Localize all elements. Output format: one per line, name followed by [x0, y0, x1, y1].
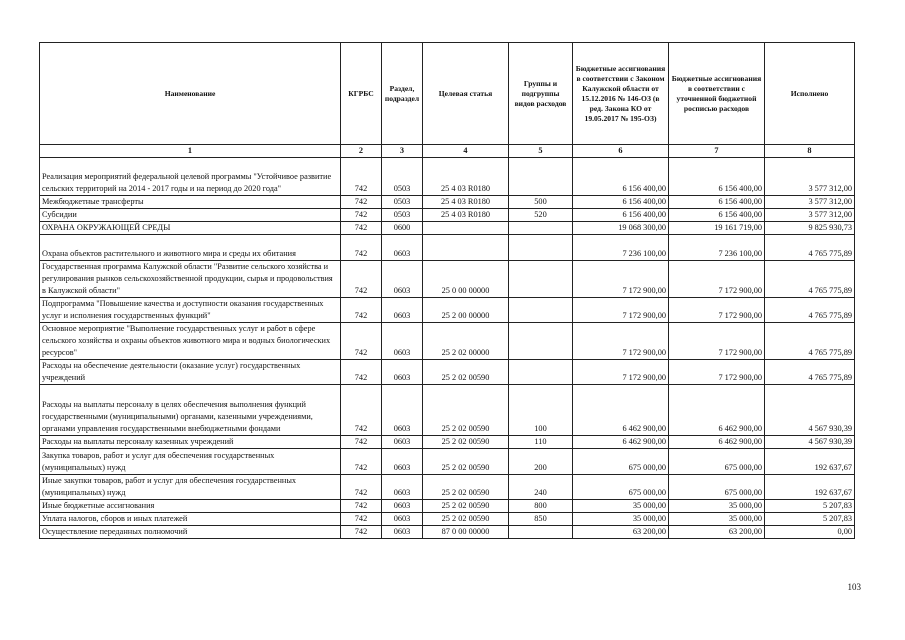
row-refined-amount: 675 000,00 — [669, 449, 765, 475]
table-row — [40, 196, 855, 209]
row-name: Расходы на обеспечение деятельности (оказание услуг) государственных учреждений — [40, 360, 341, 385]
row-law-amount: 7 236 100,00 — [573, 235, 669, 261]
table-row — [40, 526, 855, 539]
row-executed-amount: 3 577 312,00 — [765, 209, 855, 222]
row-refined-amount: 6 156 400,00 — [669, 196, 765, 209]
row-refined-amount: 6 462 900,00 — [669, 385, 765, 436]
row-group — [509, 526, 573, 539]
column-number: 3 — [382, 145, 423, 158]
row-executed-amount: 0,00 — [765, 526, 855, 539]
row-section: 0603 — [382, 385, 423, 436]
table-row — [40, 475, 855, 500]
row-name: Иные закупки товаров, работ и услуг для обеспечения государственных (муниципальных) нужд — [40, 475, 341, 500]
row-kgrbs: 742 — [341, 235, 382, 261]
row-kgrbs: 742 — [341, 196, 382, 209]
row-kgrbs: 742 — [341, 298, 382, 323]
header-name: Наименование — [40, 43, 341, 145]
table-row — [40, 436, 855, 449]
row-section: 0603 — [382, 261, 423, 298]
row-law-amount: 675 000,00 — [573, 449, 669, 475]
table-row — [40, 449, 855, 475]
row-target: 25 2 02 00000 — [423, 323, 509, 360]
table-row — [40, 360, 855, 385]
row-name: Уплата налогов, сборов и иных платежей — [40, 513, 341, 526]
row-law-amount: 7 172 900,00 — [573, 298, 669, 323]
row-kgrbs: 742 — [341, 222, 382, 235]
column-number: 6 — [573, 145, 669, 158]
column-number: 4 — [423, 145, 509, 158]
table-row — [40, 158, 855, 196]
row-group — [509, 261, 573, 298]
row-name: ОХРАНА ОКРУЖАЮЩЕЙ СРЕДЫ — [40, 222, 341, 235]
row-group — [509, 158, 573, 196]
row-section: 0603 — [382, 323, 423, 360]
row-target: 25 2 00 00000 — [423, 298, 509, 323]
row-name: Подпрограмма "Повышение качества и доступности оказания государственных услуг и исполнения государственных функций" — [40, 298, 341, 323]
row-group: 850 — [509, 513, 573, 526]
row-target: 25 4 03 R0180 — [423, 196, 509, 209]
row-section: 0603 — [382, 235, 423, 261]
header-refined: Бюджетные ассигнования в соответствии с уточненной бюджетной росписью расходов — [669, 43, 765, 145]
row-kgrbs: 742 — [341, 436, 382, 449]
row-kgrbs: 742 — [341, 500, 382, 513]
row-group: 110 — [509, 436, 573, 449]
row-group — [509, 360, 573, 385]
row-executed-amount: 3 577 312,00 — [765, 196, 855, 209]
column-number-row — [40, 145, 855, 158]
row-group: 520 — [509, 209, 573, 222]
row-kgrbs: 742 — [341, 360, 382, 385]
row-target: 25 2 02 00590 — [423, 475, 509, 500]
row-law-amount: 6 156 400,00 — [573, 196, 669, 209]
table-row — [40, 323, 855, 360]
row-executed-amount: 4 567 930,39 — [765, 436, 855, 449]
row-name: Осуществление переданных полномочий — [40, 526, 341, 539]
page-number: 103 — [847, 582, 861, 592]
row-kgrbs: 742 — [341, 513, 382, 526]
row-section: 0603 — [382, 298, 423, 323]
row-kgrbs: 742 — [341, 449, 382, 475]
row-law-amount: 675 000,00 — [573, 475, 669, 500]
row-executed-amount: 3 577 312,00 — [765, 158, 855, 196]
row-group — [509, 222, 573, 235]
row-executed-amount: 4 765 775,89 — [765, 261, 855, 298]
header-row — [40, 43, 855, 145]
row-refined-amount: 6 156 400,00 — [669, 209, 765, 222]
row-kgrbs: 742 — [341, 475, 382, 500]
row-name: Закупка товаров, работ и услуг для обеспечения государственных (муниципальных) нужд — [40, 449, 341, 475]
row-name: Реализация мероприятий федеральной целевой программы "Устойчивое развитие сельских территорий на 2014 - 2017 годы и на период до 2020 года" — [40, 158, 341, 196]
row-section: 0600 — [382, 222, 423, 235]
row-kgrbs: 742 — [341, 261, 382, 298]
row-kgrbs: 742 — [341, 323, 382, 360]
row-executed-amount: 4 765 775,89 — [765, 235, 855, 261]
row-law-amount: 7 172 900,00 — [573, 261, 669, 298]
row-group: 100 — [509, 385, 573, 436]
row-refined-amount: 7 172 900,00 — [669, 360, 765, 385]
row-section: 0503 — [382, 196, 423, 209]
row-section: 0603 — [382, 360, 423, 385]
row-target — [423, 222, 509, 235]
header-target: Целевая статья — [423, 43, 509, 145]
row-executed-amount: 192 637,67 — [765, 449, 855, 475]
row-section: 0503 — [382, 209, 423, 222]
row-kgrbs: 742 — [341, 158, 382, 196]
row-group — [509, 323, 573, 360]
row-name: Расходы на выплаты персоналу казенных учреждений — [40, 436, 341, 449]
column-number: 5 — [509, 145, 573, 158]
row-executed-amount: 5 207,83 — [765, 500, 855, 513]
row-target: 25 2 02 00590 — [423, 360, 509, 385]
header-law: Бюджетные ассигнования в соответствии с Законом Калужской области от 15.12.2016 № 146-ОЗ (в ред. Закона КО от 19.05.2017 № 195-ОЗ) — [573, 43, 669, 145]
row-executed-amount: 4 765 775,89 — [765, 323, 855, 360]
row-executed-amount: 192 637,67 — [765, 475, 855, 500]
table-row — [40, 513, 855, 526]
row-refined-amount: 7 172 900,00 — [669, 261, 765, 298]
table-row — [40, 298, 855, 323]
row-group: 240 — [509, 475, 573, 500]
header-executed: Исполнено — [765, 43, 855, 145]
row-law-amount: 7 172 900,00 — [573, 360, 669, 385]
row-refined-amount: 7 172 900,00 — [669, 298, 765, 323]
row-refined-amount: 35 000,00 — [669, 500, 765, 513]
row-group: 200 — [509, 449, 573, 475]
table-row — [40, 235, 855, 261]
row-target: 25 2 02 00590 — [423, 500, 509, 513]
row-group: 800 — [509, 500, 573, 513]
column-number: 7 — [669, 145, 765, 158]
row-section: 0603 — [382, 449, 423, 475]
row-law-amount: 35 000,00 — [573, 500, 669, 513]
row-name: Субсидии — [40, 209, 341, 222]
row-kgrbs: 742 — [341, 209, 382, 222]
row-target: 25 2 02 00590 — [423, 436, 509, 449]
row-executed-amount: 4 765 775,89 — [765, 298, 855, 323]
row-refined-amount: 675 000,00 — [669, 475, 765, 500]
row-name: Охрана объектов растительного и животного мира и среды их обитания — [40, 235, 341, 261]
row-section: 0603 — [382, 436, 423, 449]
row-group — [509, 298, 573, 323]
header-kgrbs: КГРБС — [341, 43, 382, 145]
column-number: 2 — [341, 145, 382, 158]
row-name: Межбюджетные трансферты — [40, 196, 341, 209]
table-row — [40, 209, 855, 222]
row-kgrbs: 742 — [341, 385, 382, 436]
row-name: Государственная программа Калужской области "Развитие сельского хозяйства и регулирования рынков сельскохозяйственной продукции, сырья и продовольствия в Калужской области" — [40, 261, 341, 298]
row-executed-amount: 9 825 930,73 — [765, 222, 855, 235]
row-law-amount: 19 068 300,00 — [573, 222, 669, 235]
row-executed-amount: 4 567 930,39 — [765, 385, 855, 436]
row-target: 25 4 03 R0180 — [423, 209, 509, 222]
row-kgrbs: 742 — [341, 526, 382, 539]
row-section: 0603 — [382, 513, 423, 526]
row-refined-amount: 19 161 719,00 — [669, 222, 765, 235]
row-refined-amount: 63 200,00 — [669, 526, 765, 539]
row-target — [423, 235, 509, 261]
row-law-amount: 6 156 400,00 — [573, 158, 669, 196]
row-target: 25 2 02 00590 — [423, 385, 509, 436]
row-group — [509, 235, 573, 261]
row-refined-amount: 35 000,00 — [669, 513, 765, 526]
row-name: Иные бюджетные ассигнования — [40, 500, 341, 513]
row-target: 25 4 03 R0180 — [423, 158, 509, 196]
row-refined-amount: 7 172 900,00 — [669, 323, 765, 360]
row-target: 25 2 02 00590 — [423, 513, 509, 526]
row-target: 87 0 00 00000 — [423, 526, 509, 539]
table-row — [40, 500, 855, 513]
row-law-amount: 6 462 900,00 — [573, 436, 669, 449]
row-law-amount: 6 156 400,00 — [573, 209, 669, 222]
budget-table — [39, 42, 855, 539]
row-section: 0603 — [382, 475, 423, 500]
row-group: 500 — [509, 196, 573, 209]
row-executed-amount: 4 765 775,89 — [765, 360, 855, 385]
row-name: Расходы на выплаты персоналу в целях обеспечения выполнения функций государственными (муниципальными) органами, казенными учреждениями, органами управления государственными внебюджетными фондами — [40, 385, 341, 436]
row-section: 0503 — [382, 158, 423, 196]
header-section: Раздел, подраздел — [382, 43, 423, 145]
row-refined-amount: 6 462 900,00 — [669, 436, 765, 449]
table-row — [40, 385, 855, 436]
row-section: 0603 — [382, 526, 423, 539]
row-law-amount: 63 200,00 — [573, 526, 669, 539]
row-refined-amount: 6 156 400,00 — [669, 158, 765, 196]
row-law-amount: 7 172 900,00 — [573, 323, 669, 360]
row-target: 25 2 02 00590 — [423, 449, 509, 475]
header-group: Группы и подгруппы видов расходов — [509, 43, 573, 145]
row-law-amount: 35 000,00 — [573, 513, 669, 526]
row-section: 0603 — [382, 500, 423, 513]
row-law-amount: 6 462 900,00 — [573, 385, 669, 436]
row-target: 25 0 00 00000 — [423, 261, 509, 298]
row-refined-amount: 7 236 100,00 — [669, 235, 765, 261]
row-executed-amount: 5 207,83 — [765, 513, 855, 526]
table-row — [40, 222, 855, 235]
table-row — [40, 261, 855, 298]
row-name: Основное мероприятие "Выполнение государственных услуг и работ в сфере сельского хозяйства и охраны объектов животного мира и водных биологических ресурсов" — [40, 323, 341, 360]
column-number: 8 — [765, 145, 855, 158]
column-number: 1 — [40, 145, 341, 158]
